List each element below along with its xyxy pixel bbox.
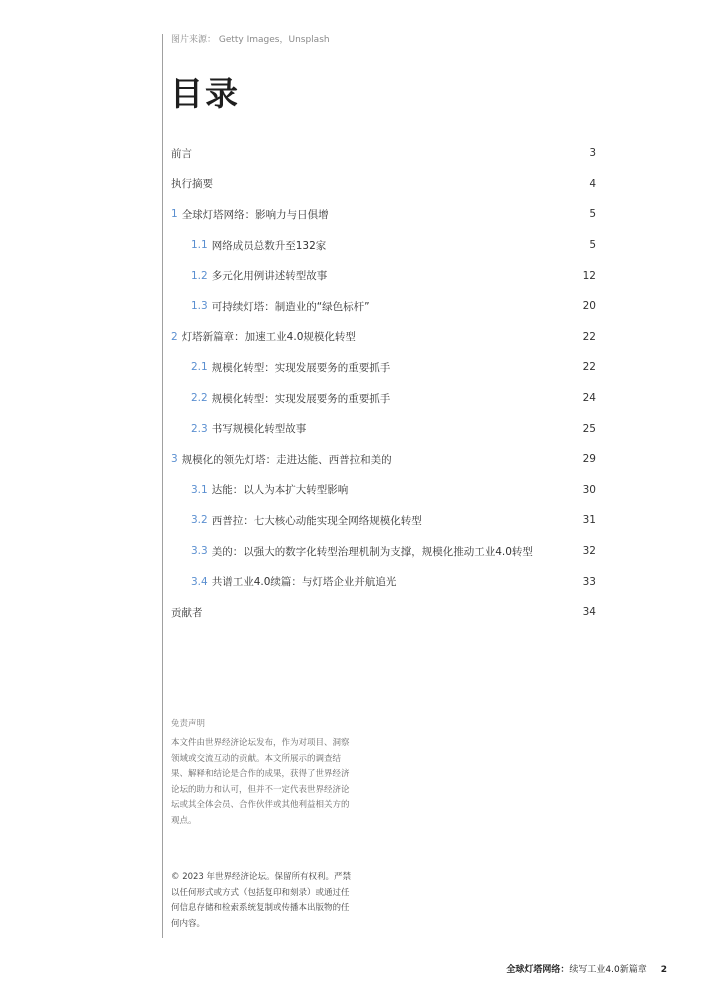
toc-entry-label: 前言 — [171, 147, 192, 160]
toc-entry[interactable] — [171, 260, 599, 291]
image-credit: 图片来源： Getty Images，Unsplash — [171, 35, 330, 45]
toc-entry-number: 1.3 — [191, 300, 208, 313]
footer-report-subtitle: 续写工业4.0新篇章 — [569, 965, 647, 975]
toc-entry-label: 多元化用例讲述转型故事 — [211, 270, 328, 283]
toc-entry-number: 3 — [171, 453, 178, 466]
toc-entry-page: 34 — [582, 606, 596, 619]
page-title: 目录 — [170, 74, 240, 113]
toc-entry-number: 2 — [171, 330, 178, 343]
toc-entry-label: 执行摘要 — [171, 178, 213, 191]
toc-entry-page: 5 — [589, 239, 596, 252]
toc-entry-page: 25 — [582, 422, 596, 435]
toc-entry-label: 书写规模化转型故事 — [211, 423, 307, 436]
toc-entry-number: 3.3 — [191, 545, 208, 558]
table-of-contents — [171, 138, 599, 628]
toc-entry[interactable] — [171, 230, 599, 261]
toc-entry[interactable] — [171, 352, 599, 383]
toc-entry-label: 规模化转型：实现发展要务的重要抓手 — [211, 361, 391, 374]
toc-entry-page: 30 — [582, 483, 596, 496]
toc-entry[interactable] — [171, 505, 599, 536]
toc-entry[interactable] — [171, 199, 599, 230]
toc-entry-page: 20 — [582, 300, 596, 313]
vertical-rule — [162, 34, 163, 938]
toc-entry-page: 22 — [582, 330, 596, 343]
toc-entry-page: 3 — [589, 147, 596, 160]
toc-entry[interactable] — [171, 536, 599, 567]
toc-entry[interactable] — [171, 169, 599, 200]
toc-entry-page: 24 — [582, 392, 596, 405]
toc-entry[interactable] — [171, 383, 599, 414]
toc-entry-page: 12 — [582, 269, 596, 282]
toc-entry-number: 1 — [171, 208, 178, 221]
toc-entry-page: 33 — [582, 575, 596, 588]
toc-entry[interactable] — [171, 322, 599, 353]
toc-entry-page: 22 — [582, 361, 596, 374]
toc-entry-label: 灯塔新篇章：加速工业4.0规模化转型 — [181, 331, 356, 344]
toc-entry-label: 贡献者 — [171, 606, 203, 619]
toc-entry-page: 31 — [582, 514, 596, 527]
toc-entry[interactable] — [171, 566, 599, 597]
toc-entry-number: 2.1 — [191, 361, 208, 374]
toc-entry-number: 2.3 — [191, 422, 208, 435]
disclaimer-title: 免责声明 — [171, 719, 206, 729]
toc-entry-number: 2.2 — [191, 392, 208, 405]
toc-entry-page: 29 — [582, 453, 596, 466]
toc-entry-number: 3.2 — [191, 514, 208, 527]
toc-entry-label: 达能：以人为本扩大转型影响 — [211, 484, 349, 497]
toc-entry[interactable] — [171, 138, 599, 169]
toc-entry-label: 网络成员总数升至132家 — [211, 239, 327, 252]
toc-entry[interactable] — [171, 444, 599, 475]
toc-entry-label: 可持续灯塔：制造业的“绿色标杆” — [211, 300, 370, 313]
toc-entry-label: 共谱工业4.0续篇：与灯塔企业并航追光 — [211, 576, 397, 589]
page-footer — [506, 962, 667, 975]
toc-entry-number: 1.2 — [191, 269, 208, 282]
toc-entry-label: 美的：以强大的数字化转型治理机制为支撑，规模化推动工业4.0转型 — [211, 545, 533, 558]
footer-report-title: 全球灯塔网络： — [506, 965, 570, 975]
toc-entry-label: 规模化的领先灯塔：走进达能、西普拉和美的 — [181, 453, 392, 466]
toc-entry-number: 1.1 — [191, 239, 208, 252]
toc-entry-label: 全球灯塔网络：影响力与日俱增 — [181, 208, 329, 221]
page-number: 2 — [660, 965, 667, 975]
toc-entry[interactable] — [171, 291, 599, 322]
toc-entry[interactable] — [171, 413, 599, 444]
toc-entry-page: 32 — [582, 545, 596, 558]
disclaimer-body: 本文件由世界经济论坛发布，作为对项目、洞察领域或交流互动的贡献。本文所展示的调查结果、解释和结论是合作的成果，获得了世界经济论坛的助力和认可，但并不一定代表世界经济论坛或其全体会员、合作伙伴或其他利益相关方的观点。 — [171, 738, 350, 826]
toc-entry-label: 西普拉：七大核心动能实现全网络规模化转型 — [211, 514, 422, 527]
toc-entry-label: 规模化转型：实现发展要务的重要抓手 — [211, 392, 391, 405]
toc-entry[interactable] — [171, 475, 599, 506]
toc-entry[interactable] — [171, 597, 599, 628]
toc-entry-page: 4 — [589, 177, 596, 190]
toc-entry-number: 3.1 — [191, 483, 208, 496]
toc-entry-number: 3.4 — [191, 575, 208, 588]
copyright-notice: © 2023 年世界经济论坛。保留所有权利。严禁以任何形式或方式（包括复印和刻录）或通过任何信息存储和检索系统复制或传播本出版物的任何内容。 — [171, 872, 352, 929]
toc-entry-page: 5 — [589, 208, 596, 221]
